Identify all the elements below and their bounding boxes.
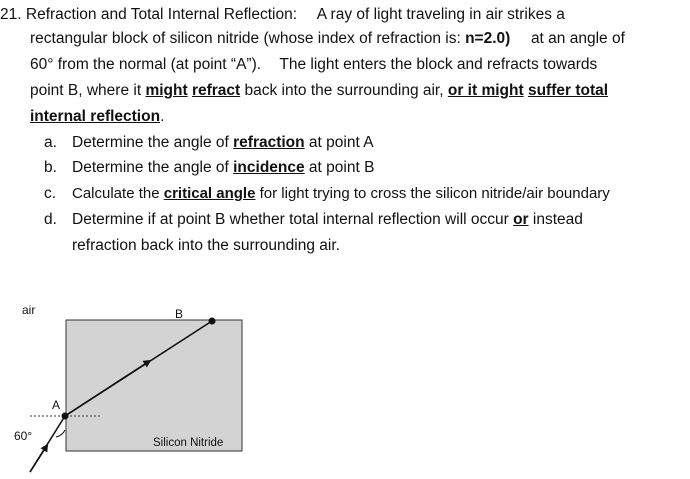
question-title: Refraction and Total Internal Reflection: xyxy=(25,6,297,23)
air-label: air xyxy=(22,303,36,317)
angle-label: 60° xyxy=(14,429,33,443)
question-line-5: internal reflection. xyxy=(30,108,165,125)
incident-ray-arrow xyxy=(30,447,46,472)
question-number: 21. xyxy=(0,6,22,23)
point-b-dot xyxy=(209,318,216,325)
item-c: c. Calculate the critical angle for light trying to cross the silicon nitride/air boundary xyxy=(44,185,610,202)
question-line-4: point B, where it might refract back into the surrounding air, or it might suffer total xyxy=(30,82,609,99)
block-label: Silicon Nitride xyxy=(153,437,224,449)
point-a-label: A xyxy=(52,398,61,412)
silicon-nitride-block xyxy=(66,320,242,451)
point-a-dot xyxy=(62,413,69,420)
item-d-continuation: refraction back into the surrounding air. xyxy=(72,237,340,254)
point-b-label: B xyxy=(175,307,184,321)
question-intro: A ray of light traveling in air strikes a xyxy=(316,6,565,23)
item-d: d. Determine if at point B whether total internal reflection will occur or instead xyxy=(44,211,583,228)
angle-arc xyxy=(56,430,65,437)
refractive-index: n=2.0) xyxy=(465,30,511,47)
question-line-2: rectangular block of silicon nitride (whose index of refraction is: n=2.0) at an angle of xyxy=(30,30,625,47)
item-a: a. Determine the angle of refraction at point A xyxy=(44,134,374,151)
question-line-3: 60° from the normal (at point “A”). The light enters the block and refracts towards xyxy=(30,56,598,73)
item-b: b. Determine the angle of incidence at point B xyxy=(44,159,375,176)
